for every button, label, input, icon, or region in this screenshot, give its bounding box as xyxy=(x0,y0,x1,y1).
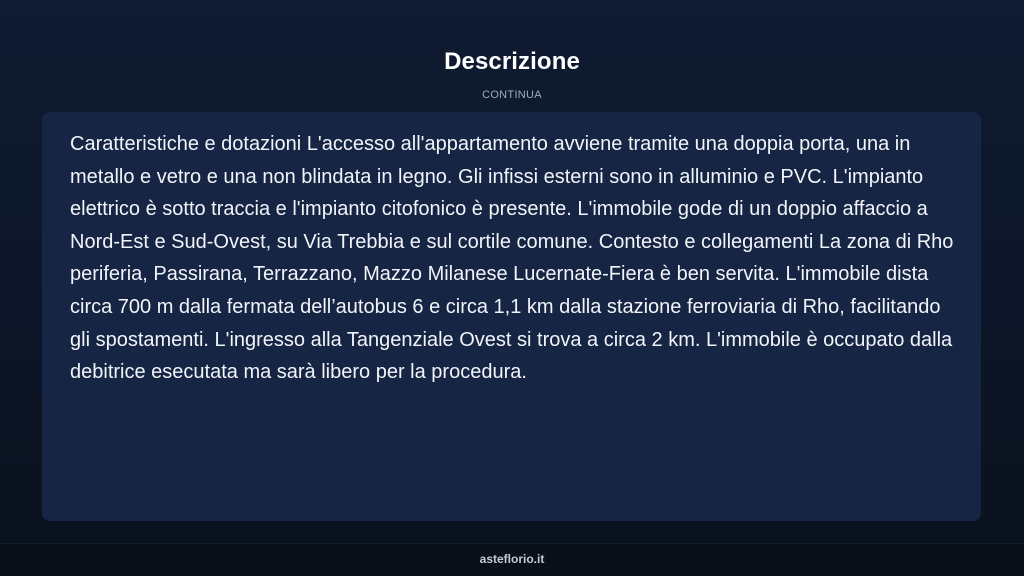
description-card xyxy=(42,112,981,521)
description-text: Caratteristiche e dotazioni L'accesso all'appartamento avviene tramite una doppia porta, una in metallo e vetro e una non blindata in legno. Gli infissi esterni sono in alluminio e PVC. L'impianto elettrico è sotto traccia e l'impianto citofonico è presente. L'immobile gode di un doppio affaccio a Nord-Est e Sud-Ovest, su Via Trebbia e sul cortile comune. Contesto e collegamenti La zona di Rho periferia, Passirana, Terrazzano, Mazzo Milanese Lucernate-Fiera è ben servita. L'immobile dista circa 700 m dalla fermata dell’autobus 6 e circa 1,1 km dalla stazione ferroviaria di Rho, facilitando gli spostamenti. L'ingresso alla Tangenziale Ovest si trova a circa 2 km. L'immobile è occupato dalla debitrice esecutata ma sarà libero per la procedura. xyxy=(70,133,954,384)
page-title: Descrizione xyxy=(444,48,580,75)
page-subtitle: CONTINUA xyxy=(482,89,542,101)
footer-bar xyxy=(0,543,1024,576)
footer-site-label: asteflorio.it xyxy=(479,552,545,566)
